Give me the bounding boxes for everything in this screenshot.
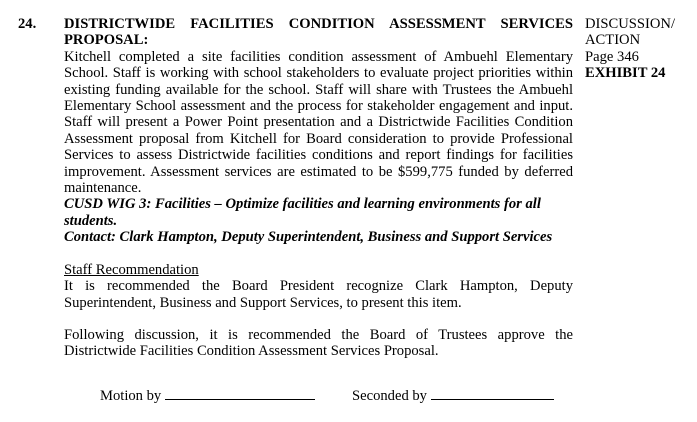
motion-by-field [100,387,315,404]
item-title-line-2: PROPOSAL: [64,32,149,49]
motion-by-blank [165,387,315,400]
staff-recommendation-text: It is recommended the Board President recognize Clark Hampton, Deputy Superintendent, Business and Support Services, to present this item. [64,278,573,311]
item-title [64,16,573,49]
staff-recommendation-heading: Staff Recommendation [64,261,199,278]
page-reference: Page 346 [585,48,639,65]
seconded-by-field [352,387,554,404]
agenda-side-column [585,16,693,82]
board-action-text: Following discussion, it is recommended the Board of Trustees approve the Districtwide Facilities Condition Assessment Services Proposal. [64,326,573,360]
wig-statement: CUSD WIG 3: Facilities – Optimize facilities and learning environments for all students. [64,196,541,229]
item-content [64,16,573,360]
item-number: 24. [18,16,37,32]
motion-by-label: Motion by [100,388,162,404]
category-line-1: DISCUSSION/ [585,16,676,32]
contact-line: Contact: Clark Hampton, Deputy Superintendent, Business and Support Services [64,229,553,246]
seconded-by-blank [431,387,554,400]
item-description: Kitchell completed a site facilities condition assessment of Ambuehl Elementary School. Staff is working with school stakeholders to evaluate project priorities within existing funding available for the school. Staff will share with Trustees the Ambuehl Elementary School assessment and the process for stakeholder engagement and input. Staff will present a Power Point presentation and a Districtwide Facilities Condition Assessment proposal from Kitchell for Board consideration to provide Professional Services to assess Districtwide facilities conditions and report findings for facilities improvement. Assessment services are estimated to be $599,775 funded by deferred maintenance. [64,48,573,197]
exhibit-label: EXHIBIT 24 [585,65,666,82]
item-title-line-1: DISTRICTWIDE FACILITIES CONDITION ASSESSMENT SERVICES [64,16,573,32]
category-line-2: ACTION [585,32,641,49]
seconded-by-label: Seconded by [352,388,427,404]
